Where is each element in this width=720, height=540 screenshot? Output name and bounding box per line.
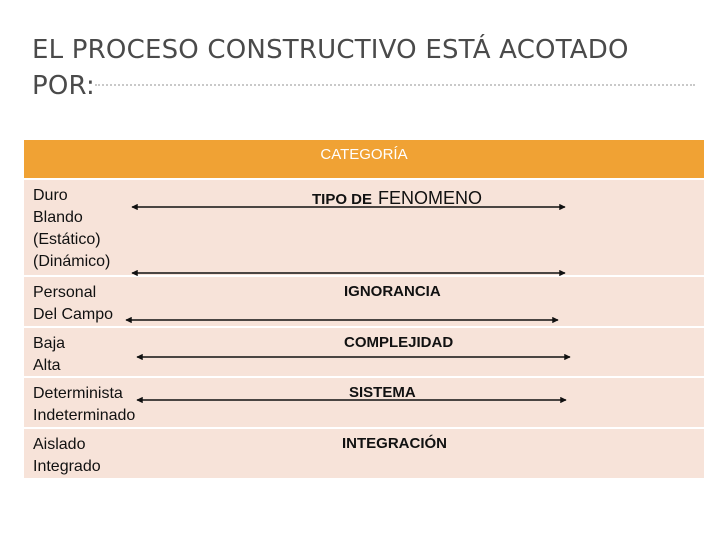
row-category: IGNORANCIA (344, 283, 441, 300)
row-left-values: Duro Blando (Estático) (Dinámico) (33, 187, 111, 270)
page-title: EL PROCESO CONSTRUCTIVO ESTÁ ACOTADO POR: (32, 35, 629, 101)
table-row (24, 378, 704, 427)
row-left-values: Personal Del Campo (33, 284, 114, 323)
category-table (24, 140, 704, 478)
category-prefix: TIPO DE (312, 191, 373, 208)
table-row (24, 429, 704, 478)
title-divider (95, 84, 695, 86)
row-category: SISTEMA (349, 384, 416, 401)
table-row (24, 328, 704, 376)
table-header-row (24, 140, 704, 178)
row-left-values: Baja Alta (33, 335, 66, 374)
row-category (312, 188, 482, 209)
category-main: FENOMENO (378, 188, 483, 208)
row-category: COMPLEJIDAD (344, 334, 454, 351)
table-row (24, 180, 704, 275)
row-category: INTEGRACIÓN (342, 435, 447, 452)
row-left-values: Determinista Indeterminado (33, 385, 136, 424)
table-row (24, 277, 704, 326)
table-header: CATEGORÍA (320, 146, 408, 163)
row-left-values: Aislado Integrado (33, 436, 101, 475)
